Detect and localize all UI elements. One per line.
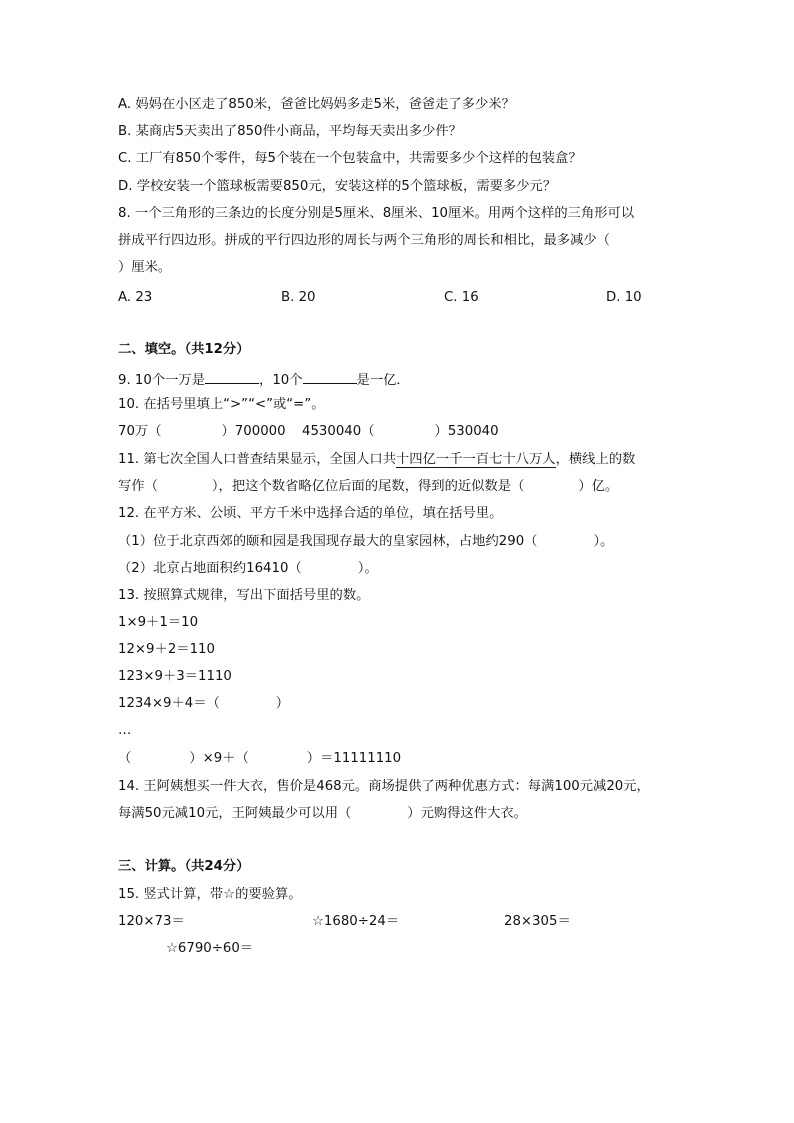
q13-equation-2: 12×9＋2＝110 [118,642,215,657]
q14-line-2 [118,805,527,823]
q11-underlined-number: 十四亿一千一百七十八万人 [396,452,556,467]
q12-item-1 [118,533,613,551]
q8-option-b: B. 20 [281,290,316,305]
q10-compare-2 [302,423,499,441]
q13-last-equation [118,750,401,768]
q9-text-1: 9. 10个一万是 [118,373,206,388]
q10-title: 10. 在括号里填上“>”“<”或“=”。 [118,397,325,412]
section-3-heading: 三、计算。（共24分） [118,859,250,874]
section-2-heading: 二、填空。（共12分） [118,342,250,357]
calc-item-3: 28×305＝ [504,914,571,929]
q10-compare-1-left: 70万（ [118,424,162,439]
calc-item-4: ☆6790÷60＝ [166,941,254,956]
q9-blank-1[interactable] [205,369,259,384]
q9-text-3: 是一亿． [356,373,410,388]
q8-line-1: 8. 一个三角形的三条边的长度分别是5厘米、8厘米、10厘米。用两个这样的三角形可以 [118,206,635,221]
q13-title: 13. 按照算式规律，写出下面括号里的数。 [118,588,370,603]
q12-item-2-text: （2）北京占地面积约16410（ [118,561,302,576]
calc-item-1: 120×73＝ [118,914,185,929]
q11-text-4: ），把这个数省略亿位后面的尾数，得到的近似数是（ [211,479,525,494]
q9-line [118,369,410,390]
q10-compare-2-left: 4530040（ [302,424,375,439]
q9-text-2: ，10个 [259,373,303,388]
q13-equation-4 [118,695,289,713]
q13-equation-4-end: ） [275,696,290,711]
q10-compare-2-right: ）530040 [434,424,499,439]
q10-compare-1 [118,423,286,441]
q7-option-d: D. 学校安装一个篮球板需要850元，安装这样的5个篮球板，需要多少元？ [118,179,557,194]
q12-item-1-text: （1）位于北京西郊的颐和园是我国现存最大的皇家园林，占地约290（ [118,534,538,549]
q13-last-mid: ）×9＋（ [189,751,249,766]
q8-option-d: D. 10 [606,290,642,305]
q12-title: 12. 在平方米、公顷、平方千米中选择合适的单位，填在括号里。 [118,506,503,521]
q11-line-2 [118,478,618,496]
q11-text-2: ，横线上的数 [555,452,636,467]
q13-last-end: ）＝11111110 [306,751,402,766]
q13-equation-1: 1×9＋1＝10 [118,615,199,630]
q11-line-1 [118,451,635,469]
q14-text: 每满50元减10元，王阿姨最少可以用（ [118,806,352,821]
q14-line-1: 14. 王阿姨想买一件大衣，售价是468元。商场提供了两种优惠方式：每满100元减20元， [118,779,650,794]
q8-option-c: C. 16 [444,290,479,305]
q8-option-a: A. 23 [118,290,153,305]
q10-compare-1-right: ）700000 [221,424,286,439]
q13-equation-4-text: 1234×9＋4＝（ [118,696,220,711]
q8-line-2: 拼成平行四边形。拼成的平行四边形的周长与两个三角形的周长和相比，最多减少（ [118,233,610,248]
q8-line-3: ）厘米。 [118,260,172,275]
q11-text-1: 11. 第七次全国人口普查结果显示，全国人口共 [118,452,397,467]
q13-ellipsis: … [118,723,132,738]
q7-option-b: B. 某商店5天卖出了850件小商品，平均每天卖出多少件？ [118,124,462,139]
q7-option-c: C. 工厂有850个零件，每5个装在一个包装盒中，共需要多少个这样的包装盒？ [118,151,582,166]
q13-equation-3: 123×9＋3＝1110 [118,669,232,684]
q15-title: 15. 竖式计算，带☆的要验算。 [118,887,302,902]
q9-blank-2[interactable] [303,369,357,384]
q11-text-3: 写作（ [118,479,158,494]
q13-last-open: （ [118,751,132,766]
q12-item-2-end: ）。 [357,561,378,576]
q12-item-1-end: ）。 [593,534,614,549]
calc-item-2: ☆1680÷24＝ [312,914,400,929]
q11-text-5: ）亿。 [578,479,619,494]
q12-item-2 [118,560,378,578]
q7-option-a: A. 妈妈在小区走了850米，爸爸比妈妈多走5米，爸爸走了多少米？ [118,97,515,112]
q14-text-end: ）元购得这件大衣。 [407,806,527,821]
